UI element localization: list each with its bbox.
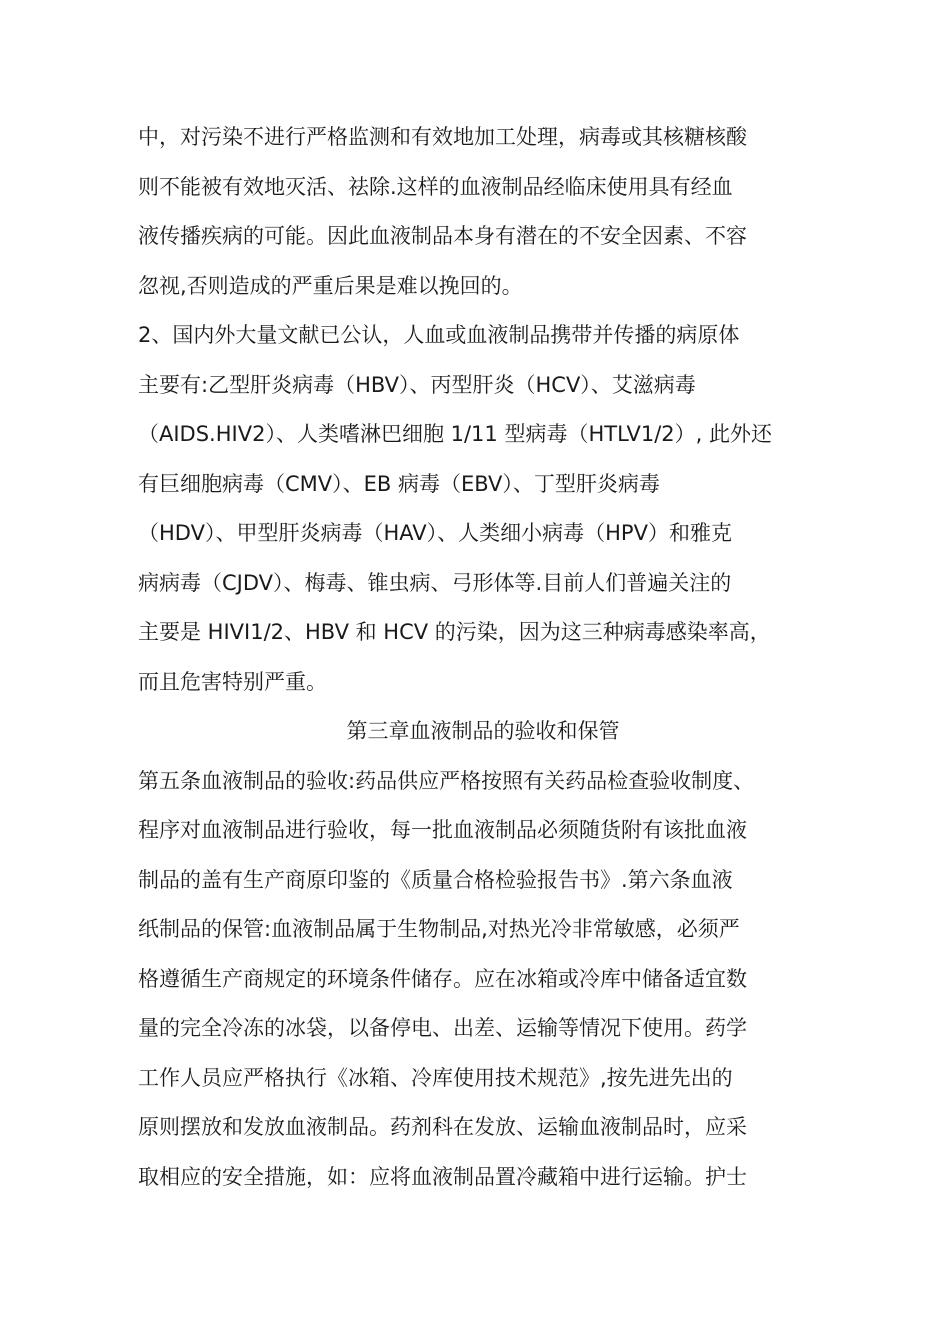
text-line: 制品的盖有生产商原印鉴的《质量合格检验报告书》.第六条血液 [138,867,733,892]
text-line: 2、国内外大量文献已公认，人血或血液制品携带并传播的病原体 [138,323,740,347]
text-line: 纸制品的保管:血液制品属于生物制品,对热光冷非常敏感，必须严 [138,917,740,941]
text-line: 有巨细胞病毒（CMV）、EB 病毒（EBV）、丁型肝炎病毒 [138,471,660,496]
text-line: 第五条血液制品的验收:药品供应严格按照有关药品检查验收制度、 [138,768,755,793]
text-line: 忽视,否则造成的严重后果是难以挽回的。 [138,273,523,298]
text-line: 而且危害特别严重。 [138,669,327,694]
chapter-heading: 第三章血液制品的验收和保管 [346,719,620,743]
text-line: （HDV）、甲型肝炎病毒（HAV）、人类细小病毒（HPV）和雅克 [138,521,732,545]
text-line: 主要有:乙型肝炎病毒（HBV）、丙型肝炎（HCV）、艾滋病毒 [138,372,696,397]
text-line: 原则摆放和发放血液制品。药剂科在发放、运输血液制品时，应采 [138,1115,747,1139]
text-line: 工作人员应严格执行《冰箱、冷库使用技术规范》,按先进先出的 [138,1065,733,1090]
text-line: 病病毒（CJDV）、梅毒、锥虫病、弓形体等.目前人们普遍关注的 [138,570,732,595]
text-line: 中，对污染不进行严格监测和有效地加工处理，病毒或其核糖核酸 [138,125,747,149]
body-text [138,113,828,1202]
text-line: 主要是 HIVI1/2、HBV 和 HCV 的污染，因为这三种病毒感染率高， [138,620,771,644]
text-line: （AIDS.HIV2）、人类嗜淋巴细胞 1/11 型病毒（HTLV1/2）, 此外还 [138,422,772,446]
text-line: 取相应的安全措施，如：应将血液制品置冷藏箱中进行运输。护士 [138,1164,747,1189]
text-line: 程序对血液制品进行验收，每一批血液制品必须随货附有该批血液 [138,818,747,842]
text-line: 量的完全冷冻的冰袋，以备停电、出差、运输等情况下使用。药学 [138,1016,747,1040]
text-line: 则不能被有效地灭活、祛除.这样的血液制品经临床使用具有经血 [138,174,733,199]
text-line: 液传播疾病的可能。因此血液制品本身有潜在的不安全因素、不容 [138,224,747,248]
text-line: 格遵循生产商规定的环境条件储存。应在冰箱或冷库中储备适宜数 [138,966,747,991]
